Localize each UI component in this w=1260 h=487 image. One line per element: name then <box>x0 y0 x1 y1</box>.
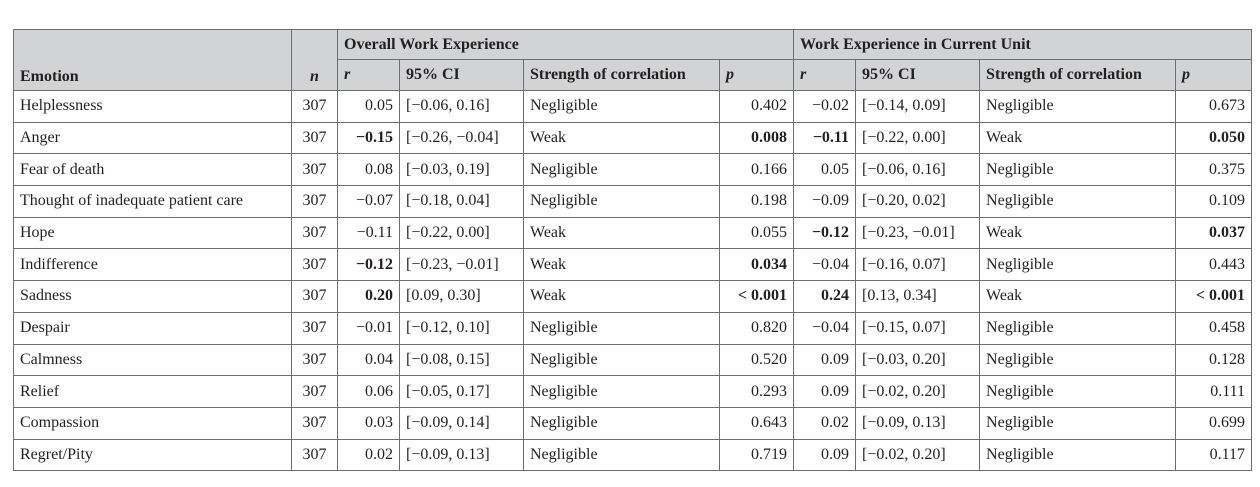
current-strength-cell: Weak <box>980 122 1176 154</box>
emotion-cell: Indifference <box>14 249 292 281</box>
overall-r-cell: 0.08 <box>338 154 400 186</box>
n-cell: 307 <box>292 217 338 249</box>
table-row <box>14 376 1252 408</box>
current-p-cell: 0.458 <box>1176 312 1252 344</box>
current-p-cell: 0.050 <box>1176 122 1252 154</box>
emotion-cell: Calmness <box>14 344 292 376</box>
overall-ci-cell: [−0.08, 0.15] <box>400 344 524 376</box>
current-ci-cell: [−0.02, 0.20] <box>856 439 980 471</box>
n-cell: 307 <box>292 376 338 408</box>
overall-ci-cell: [−0.06, 0.16] <box>400 91 524 123</box>
n-cell: 307 <box>292 122 338 154</box>
current-ci-cell: [−0.03, 0.20] <box>856 344 980 376</box>
current-strength-cell: Weak <box>980 281 1176 313</box>
overall-strength-cell: Negligible <box>524 312 720 344</box>
overall-ci-cell: [0.09, 0.30] <box>400 281 524 313</box>
emotion-cell: Helplessness <box>14 91 292 123</box>
overall-p-cell: 0.520 <box>720 344 794 376</box>
table-row <box>14 91 1252 123</box>
current-r-cell: −0.04 <box>794 249 856 281</box>
emotion-cell: Anger <box>14 122 292 154</box>
table-row <box>14 249 1252 281</box>
current-ci-cell: [−0.22, 0.00] <box>856 122 980 154</box>
overall-ci-cell: [−0.12, 0.10] <box>400 312 524 344</box>
overall-p-cell: 0.643 <box>720 407 794 439</box>
current-p-cell: 0.673 <box>1176 91 1252 123</box>
n-cell: 307 <box>292 154 338 186</box>
overall-r-cell: 0.03 <box>338 407 400 439</box>
overall-p-cell: < 0.001 <box>720 281 794 313</box>
current-strength-cell: Negligible <box>980 186 1176 218</box>
overall-ci-cell: [−0.09, 0.13] <box>400 439 524 471</box>
overall-r-cell: −0.07 <box>338 186 400 218</box>
n-cell: 307 <box>292 312 338 344</box>
overall-r-cell: 0.20 <box>338 281 400 313</box>
current-r-cell: −0.09 <box>794 186 856 218</box>
overall-strength-header: Strength of correlation <box>524 60 720 91</box>
overall-strength-cell: Weak <box>524 281 720 313</box>
overall-p-cell: 0.166 <box>720 154 794 186</box>
current-r-cell: 0.09 <box>794 376 856 408</box>
group-header-row <box>14 30 1252 60</box>
overall-strength-cell: Negligible <box>524 154 720 186</box>
n-cell: 307 <box>292 281 338 313</box>
n-cell: 307 <box>292 439 338 471</box>
current-p-cell: 0.443 <box>1176 249 1252 281</box>
current-ci-cell: [−0.14, 0.09] <box>856 91 980 123</box>
overall-r-cell: 0.06 <box>338 376 400 408</box>
overall-strength-cell: Negligible <box>524 186 720 218</box>
current-r-cell: −0.11 <box>794 122 856 154</box>
current-p-cell: 0.037 <box>1176 217 1252 249</box>
overall-strength-cell: Negligible <box>524 91 720 123</box>
current-strength-cell: Negligible <box>980 344 1176 376</box>
table-row <box>14 154 1252 186</box>
current-ci-cell: [0.13, 0.34] <box>856 281 980 313</box>
current-strength-cell: Negligible <box>980 154 1176 186</box>
current-strength-cell: Negligible <box>980 439 1176 471</box>
emotion-cell: Hope <box>14 217 292 249</box>
current-ci-cell: [−0.16, 0.07] <box>856 249 980 281</box>
overall-p-cell: 0.719 <box>720 439 794 471</box>
overall-r-cell: −0.15 <box>338 122 400 154</box>
emotion-cell: Regret/Pity <box>14 439 292 471</box>
overall-p-cell: 0.820 <box>720 312 794 344</box>
emotion-header: Emotion <box>14 30 292 91</box>
table-row <box>14 344 1252 376</box>
emotion-cell: Fear of death <box>14 154 292 186</box>
overall-ci-cell: [−0.26, −0.04] <box>400 122 524 154</box>
overall-r-header: r <box>338 60 400 91</box>
overall-strength-cell: Weak <box>524 249 720 281</box>
correlation-table <box>13 29 1252 471</box>
table-row <box>14 439 1252 471</box>
overall-ci-cell: [−0.22, 0.00] <box>400 217 524 249</box>
current-ci-cell: [−0.20, 0.02] <box>856 186 980 218</box>
table-row <box>14 407 1252 439</box>
current-r-cell: 0.24 <box>794 281 856 313</box>
current-strength-header: Strength of correlation <box>980 60 1176 91</box>
current-r-cell: −0.04 <box>794 312 856 344</box>
current-r-cell: 0.09 <box>794 344 856 376</box>
overall-r-cell: −0.11 <box>338 217 400 249</box>
overall-ci-cell: [−0.23, −0.01] <box>400 249 524 281</box>
current-p-cell: 0.699 <box>1176 407 1252 439</box>
current-r-cell: −0.12 <box>794 217 856 249</box>
table-row <box>14 217 1252 249</box>
current-ci-cell: [−0.23, −0.01] <box>856 217 980 249</box>
overall-ci-cell: [−0.03, 0.19] <box>400 154 524 186</box>
current-p-cell: 0.117 <box>1176 439 1252 471</box>
overall-strength-cell: Negligible <box>524 376 720 408</box>
overall-r-cell: 0.02 <box>338 439 400 471</box>
overall-r-cell: 0.05 <box>338 91 400 123</box>
overall-strength-cell: Negligible <box>524 407 720 439</box>
current-r-header: r <box>794 60 856 91</box>
current-p-cell: 0.128 <box>1176 344 1252 376</box>
current-r-cell: 0.09 <box>794 439 856 471</box>
current-p-header: p <box>1176 60 1252 91</box>
overall-p-cell: 0.008 <box>720 122 794 154</box>
emotion-cell: Compassion <box>14 407 292 439</box>
overall-strength-cell: Weak <box>524 217 720 249</box>
current-r-cell: −0.02 <box>794 91 856 123</box>
n-cell: 307 <box>292 407 338 439</box>
overall-r-cell: −0.12 <box>338 249 400 281</box>
overall-ci-cell: [−0.18, 0.04] <box>400 186 524 218</box>
overall-r-cell: 0.04 <box>338 344 400 376</box>
current-p-cell: 0.111 <box>1176 376 1252 408</box>
emotion-cell: Relief <box>14 376 292 408</box>
overall-p-cell: 0.402 <box>720 91 794 123</box>
n-cell: 307 <box>292 91 338 123</box>
overall-p-cell: 0.055 <box>720 217 794 249</box>
n-cell: 307 <box>292 186 338 218</box>
current-p-cell: < 0.001 <box>1176 281 1252 313</box>
current-ci-cell: [−0.06, 0.16] <box>856 154 980 186</box>
current-strength-cell: Negligible <box>980 249 1176 281</box>
overall-experience-header: Overall Work Experience <box>338 30 794 60</box>
current-ci-cell: [−0.09, 0.13] <box>856 407 980 439</box>
overall-ci-cell: [−0.05, 0.17] <box>400 376 524 408</box>
table-row <box>14 122 1252 154</box>
overall-ci-header: 95% CI <box>400 60 524 91</box>
table-row <box>14 281 1252 313</box>
overall-p-header: p <box>720 60 794 91</box>
overall-strength-cell: Weak <box>524 122 720 154</box>
current-strength-cell: Negligible <box>980 312 1176 344</box>
emotion-cell: Despair <box>14 312 292 344</box>
n-header: n <box>292 30 338 91</box>
current-r-cell: 0.05 <box>794 154 856 186</box>
overall-p-cell: 0.198 <box>720 186 794 218</box>
emotion-cell: Thought of inadequate patient care <box>14 186 292 218</box>
current-strength-cell: Weak <box>980 217 1176 249</box>
table-row <box>14 186 1252 218</box>
current-strength-cell: Negligible <box>980 91 1176 123</box>
overall-ci-cell: [−0.09, 0.14] <box>400 407 524 439</box>
n-cell: 307 <box>292 249 338 281</box>
overall-r-cell: −0.01 <box>338 312 400 344</box>
current-ci-header: 95% CI <box>856 60 980 91</box>
current-ci-cell: [−0.02, 0.20] <box>856 376 980 408</box>
current-strength-cell: Negligible <box>980 407 1176 439</box>
current-strength-cell: Negligible <box>980 376 1176 408</box>
overall-p-cell: 0.293 <box>720 376 794 408</box>
current-unit-header: Work Experience in Current Unit <box>794 30 1252 60</box>
emotion-cell: Sadness <box>14 281 292 313</box>
overall-strength-cell: Negligible <box>524 344 720 376</box>
current-p-cell: 0.375 <box>1176 154 1252 186</box>
current-p-cell: 0.109 <box>1176 186 1252 218</box>
n-cell: 307 <box>292 344 338 376</box>
overall-strength-cell: Negligible <box>524 439 720 471</box>
overall-p-cell: 0.034 <box>720 249 794 281</box>
table-row <box>14 312 1252 344</box>
current-r-cell: 0.02 <box>794 407 856 439</box>
current-ci-cell: [−0.15, 0.07] <box>856 312 980 344</box>
